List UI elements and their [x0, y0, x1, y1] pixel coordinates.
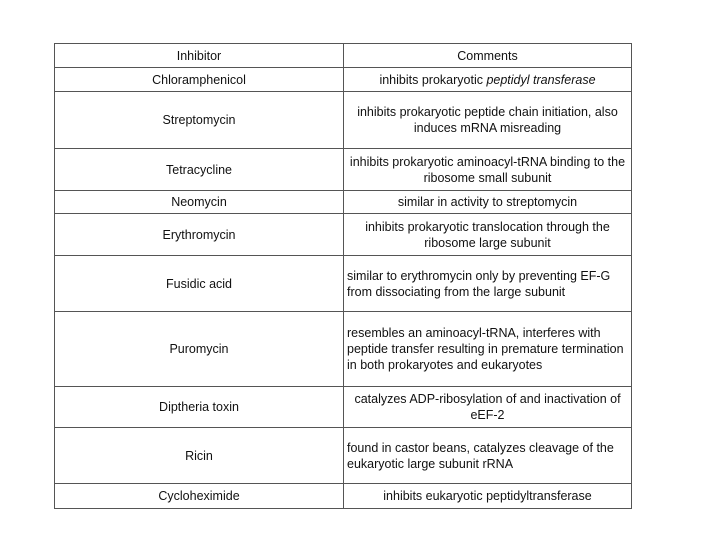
header-inhibitor: Inhibitor — [55, 44, 344, 68]
inhibitor-cell: Diptheria toxin — [55, 387, 344, 428]
inhibitor-cell: Fusidic acid — [55, 256, 344, 312]
comment-cell — [344, 68, 632, 92]
comment-text: inhibits prokaryotic — [379, 72, 487, 87]
comment-cell: inhibits prokaryotic peptide chain initiation, also induces mRNA misreading — [344, 92, 632, 149]
inhibitor-cell: Puromycin — [55, 312, 344, 387]
comment-cell: resembles an aminoacyl-tRNA, interferes with peptide transfer resulting in premature termination in both prokaryotes and eukaryotes — [344, 312, 632, 387]
comment-cell: catalyzes ADP-ribosylation of and inactivation of eEF-2 — [344, 387, 632, 428]
table-row — [55, 92, 632, 149]
table-row — [55, 256, 632, 312]
inhibitor-cell: Tetracycline — [55, 149, 344, 191]
inhibitor-cell: Neomycin — [55, 191, 344, 214]
table-header-row — [55, 44, 632, 68]
inhibitor-table — [54, 43, 632, 509]
inhibitor-cell: Cycloheximide — [55, 484, 344, 509]
comment-cell: found in castor beans, catalyzes cleavage of the eukaryotic large subunit rRNA — [344, 428, 632, 484]
table-row — [55, 312, 632, 387]
header-comments: Comments — [344, 44, 632, 68]
comment-cell: inhibits prokaryotic translocation through the ribosome large subunit — [344, 214, 632, 256]
inhibitor-cell: Streptomycin — [55, 92, 344, 149]
table-row — [55, 387, 632, 428]
comment-cell: inhibits prokaryotic aminoacyl-tRNA binding to the ribosome small subunit — [344, 149, 632, 191]
comment-cell: similar to erythromycin only by preventing EF-G from dissociating from the large subunit — [344, 256, 632, 312]
table-row — [55, 68, 632, 92]
inhibitor-cell: Ricin — [55, 428, 344, 484]
comment-italic-text: peptidyl transferase — [486, 72, 596, 87]
inhibitor-cell: Erythromycin — [55, 214, 344, 256]
table-row — [55, 428, 632, 484]
comment-cell: similar in activity to streptomycin — [344, 191, 632, 214]
table-row — [55, 191, 632, 214]
table-row — [55, 149, 632, 191]
comment-cell: inhibits eukaryotic peptidyltransferase — [344, 484, 632, 509]
inhibitor-cell: Chloramphenicol — [55, 68, 344, 92]
table-row — [55, 484, 632, 509]
table-row — [55, 214, 632, 256]
